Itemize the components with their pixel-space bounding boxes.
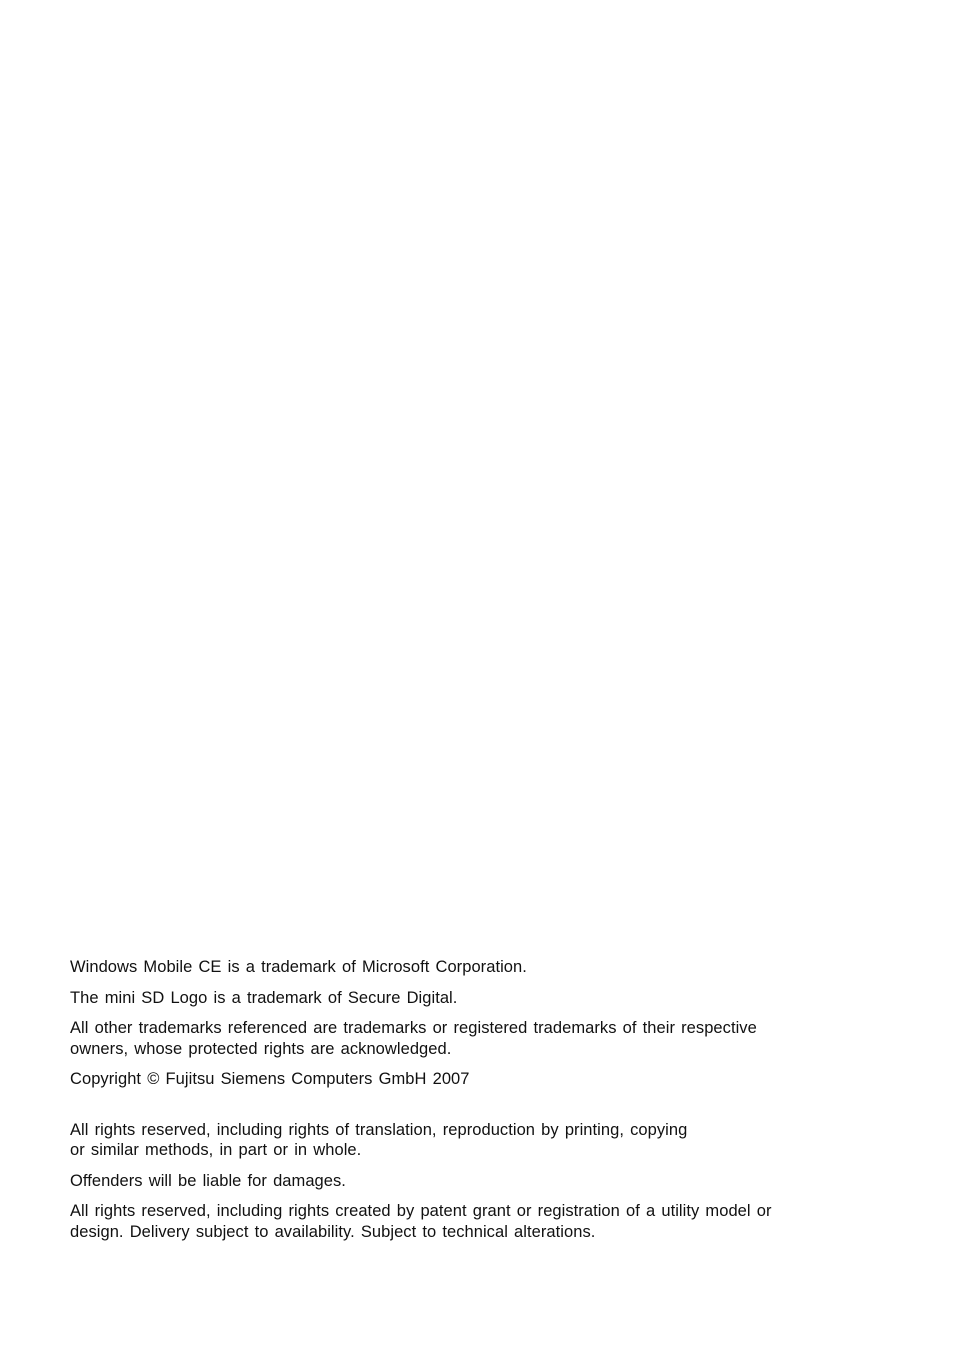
- paragraph-line: design. Delivery subject to availability. Subject to technical alterations.: [70, 1222, 596, 1241]
- other-trademarks-paragraph: [70, 1018, 870, 1059]
- copyright-paragraph: [70, 1069, 870, 1090]
- trademark-windows-paragraph: [70, 957, 870, 978]
- paragraph-line: All other trademarks referenced are trademarks or registered trademarks of their respective: [70, 1019, 757, 1037]
- paragraph-line: All rights reserved, including rights created by patent grant or registration of a utility model or: [70, 1202, 772, 1220]
- patent-delivery-paragraph: [70, 1201, 870, 1242]
- paragraph-line: owners, whose protected rights are acknowledged.: [70, 1039, 452, 1058]
- rights-reserved-paragraph: [70, 1120, 870, 1161]
- trademark-minisd-paragraph: [70, 988, 870, 1009]
- paragraph-line: Windows Mobile CE is a trademark of Microsoft Corporation.: [70, 958, 527, 976]
- legal-notice-block: [70, 957, 870, 1252]
- paragraph-line: Offenders will be liable for damages.: [70, 1171, 346, 1190]
- paragraph-line: Copyright © Fujitsu Siemens Computers GmbH 2007: [70, 1070, 470, 1088]
- paragraph-line: or similar methods, in part or in whole.: [70, 1141, 362, 1159]
- offenders-paragraph: [70, 1171, 870, 1192]
- paragraph-line: The mini SD Logo is a trademark of Secure Digital.: [70, 988, 458, 1007]
- paragraph-line: All rights reserved, including rights of translation, reproduction by printing, copying: [70, 1120, 688, 1139]
